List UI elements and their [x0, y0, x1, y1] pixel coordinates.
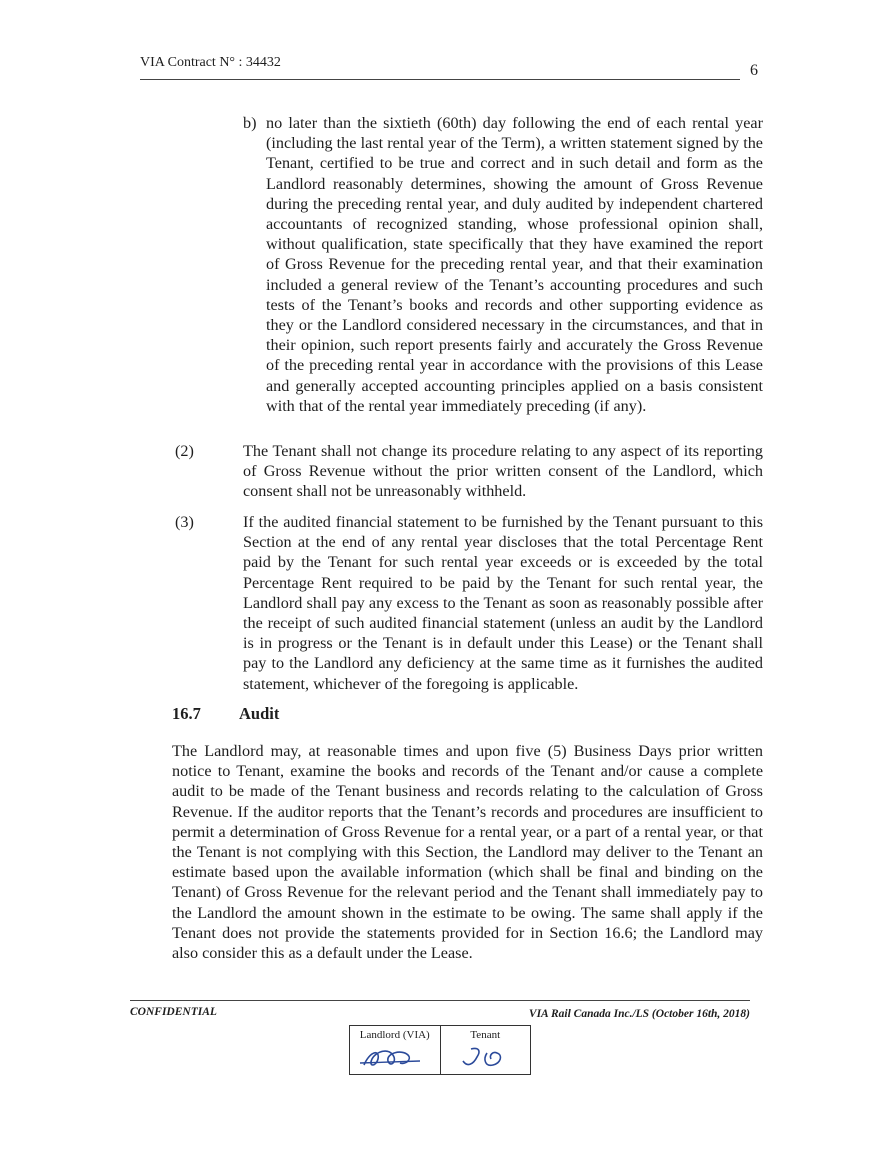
landlord-label: Landlord (VIA) — [359, 1029, 430, 1041]
clause-2-marker: (2) — [175, 442, 194, 460]
footer-divider — [130, 1000, 750, 1001]
clause-3-text: If the audited financial statement to be furnished by the Tenant pursuant to this Section at the end of any rental year discloses that the total Percentage Rent paid by the Tenant for such rental year exceeds or is exceeded by the total Percentage Rent required to be paid by the Tenant for such rental year, the Landlord shall pay any excess to the Tenant as soon as reasonably possible after the receipt of such audited financial statement (unless an audit by the Landlord is in progress or the Tenant is in default under this Lease) or the Tenant shall pay to the Landlord any deficiency at the same time as it furnishes the audited statement, whichever of the foregoing is applicable. — [243, 513, 763, 693]
contract-number: VIA Contract N° : 34432 — [140, 55, 281, 70]
clause-2 — [175, 441, 763, 502]
audit-paragraph: The Landlord may, at reasonable times and upon five (5) Business Days prior written notice to Tenant, examine the books and records of the Tenant and/or cause a complete audit to be made of the Tenant business and records relating to the calculation of Gross Revenue. If the auditor reports that the Tenant’s records and procedures are insufficient to permit a determination of Gross Revenue for a rental year, or a part of a rental year, or that the Tenant is not complying with this Section, the Landlord may deliver to the Tenant an estimate based upon the available information (which shall be final and binding on the Tenant) of Gross Revenue for the relevant period and the Tenant shall immediately pay to the Landlord the amount shown in the estimate to be owing. The same shall apply if the Tenant does not provide the statements provided for in Section 16.6; the Landlord may also consider this as a default under the Lease. — [172, 742, 763, 963]
clause-2-text: The Tenant shall not change its procedure relating to any aspect of its reporting of Gross Revenue without the prior written consent of the Landlord, which consent shall not be unreasonably withheld. — [243, 442, 763, 501]
clause-b-marker: b) — [243, 114, 257, 132]
tenant-label: Tenant — [470, 1029, 501, 1041]
landlord-initials-cell — [350, 1026, 440, 1074]
footer-reference: VIA Rail Canada Inc./LS (October 16th, 2018) — [528, 1008, 750, 1020]
initials-box — [349, 1025, 531, 1075]
clause-3-marker: (3) — [175, 513, 194, 531]
landlord-signature-icon — [350, 1041, 440, 1073]
section-title: Audit — [239, 704, 280, 723]
clause-3 — [175, 512, 763, 694]
tenant-signature-icon — [441, 1041, 531, 1073]
page-number: 6 — [750, 62, 758, 79]
section-number: 16.7 — [172, 704, 201, 723]
footer-confidential: CONFIDENTIAL — [130, 1006, 217, 1018]
tenant-initials-cell — [440, 1026, 531, 1074]
clause-b — [243, 113, 763, 416]
clause-b-text: no later than the sixtieth (60th) day following the end of each rental year (including the last rental year of the Term), a written statement signed by the Tenant, certified to be true and correct and in such detail and form as the Landlord reasonably determines, showing the amount of Gross Revenue during the preceding rental year, and duly audited by independent chartered accountants of recognized standing, whose professional opinion shall, without qualification, state specifically that they have examined the report of Gross Revenue for the preceding rental year, and that their examination included a general review of the Tenant’s accounting procedures and such tests of the Tenant’s books and records and other supporting evidence as they or the Landlord considered necessary in the circumstances, and that in their opinion, such report presents fairly and accurately the Gross Revenue of the preceding rental year in accordance with the provisions of this Lease and generally accepted accounting principles applied on a basis consistent with that of the rental year immediately preceding (if any). — [266, 114, 763, 415]
page-header — [140, 55, 740, 80]
